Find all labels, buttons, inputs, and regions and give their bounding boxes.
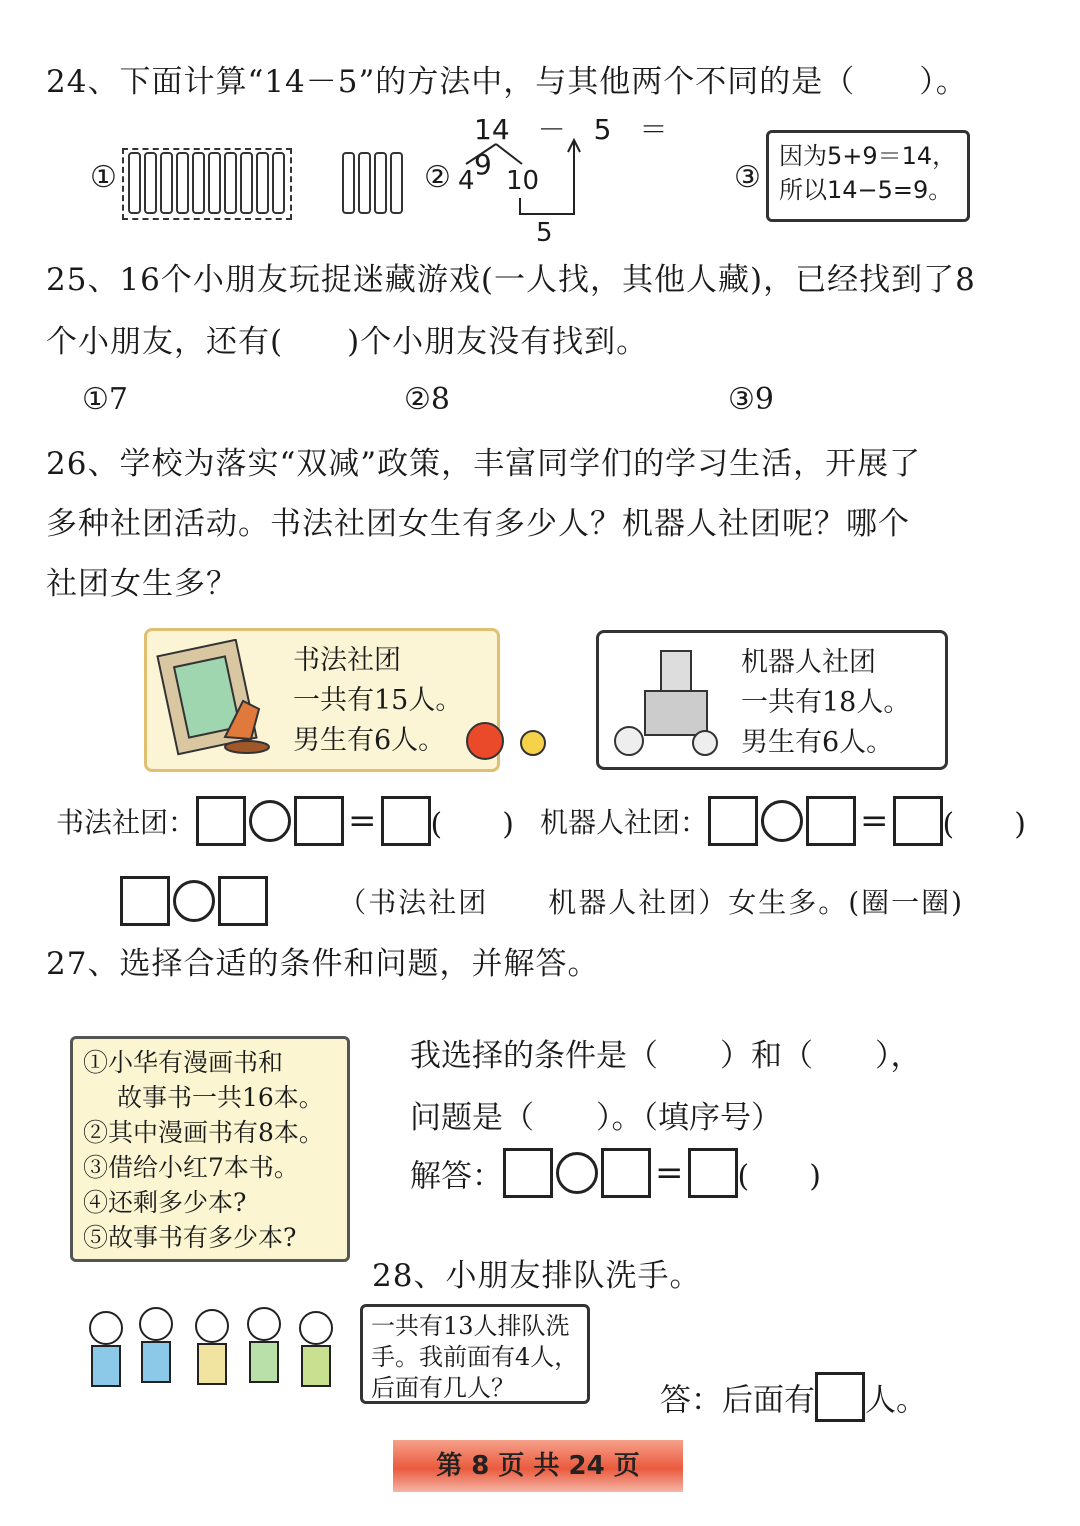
method3-label: ③ <box>734 160 761 195</box>
unit-paren[interactable]: ( ) <box>942 807 1026 842</box>
calligraphy-picture-icon <box>155 639 285 759</box>
conditions-list <box>83 1045 324 1255</box>
answer-box[interactable] <box>893 796 943 846</box>
condition-3: ③借给小红7本书。 <box>83 1153 299 1182</box>
method2-lines <box>424 100 704 250</box>
method2-split-mid: 10 <box>506 166 540 196</box>
answer-box[interactable] <box>503 1148 553 1198</box>
compare-text: （书法社团 机器人社团）女生多。(圈一圈) <box>338 886 965 919</box>
compare-circle[interactable] <box>173 880 215 922</box>
calligraphy-card <box>144 628 500 772</box>
q24-method2 <box>424 100 704 250</box>
q26-line2: 多种社团活动。书法社团女生有多少人？机器人社团呢？哪个 <box>46 506 910 542</box>
answer-box[interactable] <box>806 796 856 846</box>
answer-box[interactable] <box>601 1148 651 1198</box>
q24-stem: 24、下面计算“14－5”的方法中，与其他两个不同的是（ ）。 <box>46 64 968 100</box>
condition-1a: ①小华有漫画书和 <box>83 1048 284 1077</box>
speech-bubble: 一共有13人排队洗 手。我前面有4人， 后面有几人？ <box>360 1304 590 1404</box>
q27-stem: 27、选择合适的条件和问题，并解答。 <box>46 946 600 982</box>
answer-box[interactable] <box>688 1148 738 1198</box>
q25-option-2: ②8 <box>404 382 450 417</box>
answer-box[interactable] <box>708 796 758 846</box>
calc-calligraphy: 书法社团： = ( ) <box>56 796 514 846</box>
compare-box[interactable] <box>218 876 268 926</box>
method2-equation: 14 － 5 ＝ 9 <box>474 113 696 181</box>
answer-box[interactable] <box>196 796 246 846</box>
q25-line1: 25、16个小朋友玩捉迷藏游戏(一人找，其他人藏)，已经找到了8 <box>46 262 976 298</box>
answer-box[interactable] <box>294 796 344 846</box>
q26-line1: 26、学校为落实“双减”政策，丰富同学们的学习生活，开展了 <box>46 446 922 482</box>
q28-answer <box>660 1372 927 1422</box>
q27-answer-row: 解答： = ( ) <box>410 1148 821 1198</box>
question-line: 问题是（ ）。（填序号） <box>410 1100 782 1136</box>
unit-paren[interactable]: ( ) <box>430 807 514 842</box>
robot-card-text: 机器人社团 一共有18人。 男生有6人。 <box>741 647 911 758</box>
calc-calligraphy-label: 书法社团： <box>56 806 197 839</box>
conditions-card <box>70 1036 350 1262</box>
operator-circle[interactable] <box>556 1152 598 1194</box>
q25-option-1: ①7 <box>82 382 128 417</box>
method3-line1: 因为5+9＝14， <box>779 142 957 170</box>
robot-card <box>596 630 948 770</box>
stick-bundle <box>122 148 292 220</box>
answer-label: 解答： <box>410 1158 503 1195</box>
compare-box[interactable] <box>120 876 170 926</box>
method2-split-left: 4 <box>458 166 475 196</box>
condition-5: ⑤故事书有多少本? <box>83 1223 297 1252</box>
method1-label: ① <box>90 160 117 195</box>
page-footer: 第 8 页 共 24 页 <box>393 1440 683 1492</box>
calc-robot: 机器人社团： = ( ) <box>540 796 1026 846</box>
method3-line2: 所以14−5=9。 <box>779 176 953 204</box>
condition-2: ②其中漫画书有8本。 <box>83 1118 324 1147</box>
q28-answer-prefix: 答：后面有 <box>660 1382 815 1419</box>
method2-label: ② <box>424 160 451 195</box>
choose-line: 我选择的条件是（ ）和（ ）， <box>410 1038 922 1074</box>
operator-circle[interactable] <box>761 800 803 842</box>
condition-4: ④还剩多少本? <box>83 1188 247 1217</box>
operator-circle[interactable] <box>249 800 291 842</box>
q26-line3: 社团女生多？ <box>46 566 238 602</box>
q25-line2: 个小朋友，还有( )个小朋友没有找到。 <box>46 324 649 360</box>
calligraphy-card-text: 书法社团 一共有15人。 男生有6人。 <box>293 645 463 756</box>
loose-sticks <box>342 199 406 218</box>
children-queue-illustration <box>84 1300 344 1412</box>
unit-paren[interactable]: ( ) <box>737 1159 821 1194</box>
answer-box[interactable] <box>381 796 431 846</box>
method2-bottom: 5 <box>536 218 553 248</box>
method3-card <box>766 130 970 222</box>
condition-1b: 故事书一共16本。 <box>117 1083 324 1112</box>
robot-icon <box>605 639 735 761</box>
compare-row <box>120 876 964 926</box>
q28-answer-box[interactable] <box>815 1372 865 1422</box>
calc-robot-label: 机器人社团： <box>540 806 709 839</box>
sun-moon-icon <box>463 719 573 769</box>
q24-method1 <box>90 148 406 220</box>
q28-answer-suffix: 人。 <box>865 1382 927 1419</box>
q25-option-3: ③9 <box>728 382 774 417</box>
q28-stem: 28、小朋友排队洗手。 <box>372 1258 702 1294</box>
